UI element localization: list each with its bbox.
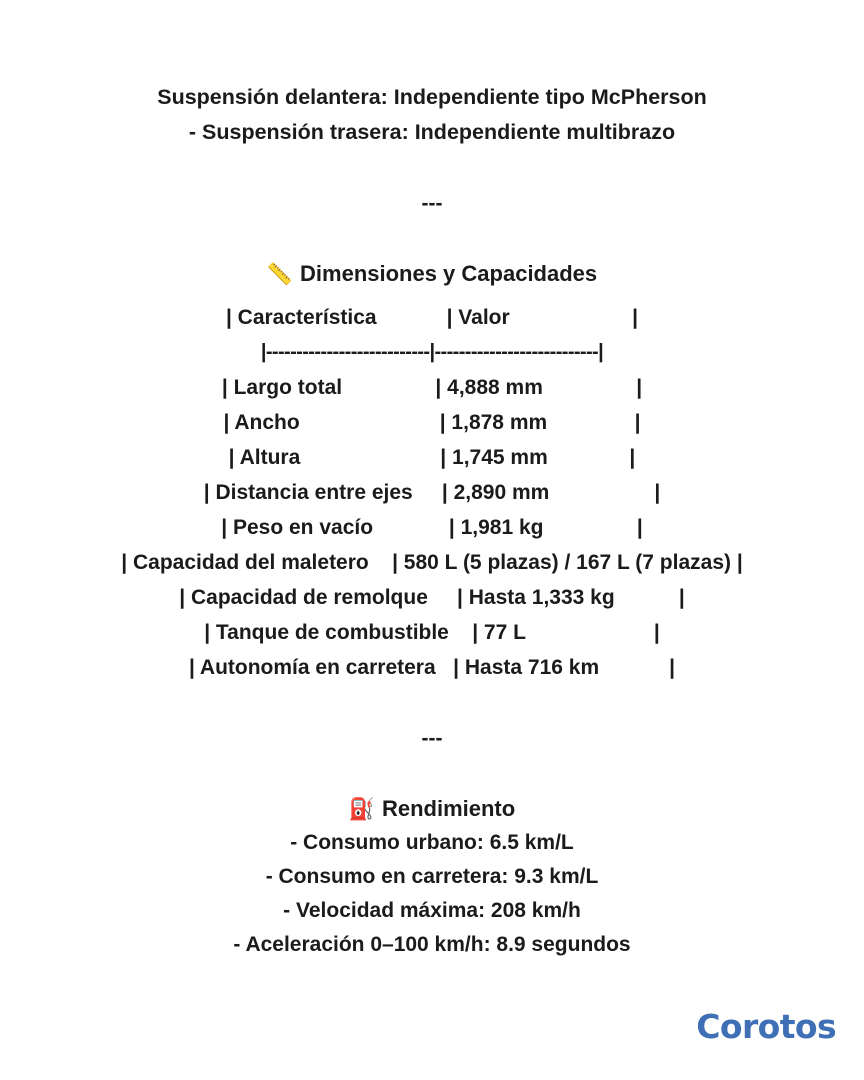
table-header-row: | Característica | Valor | — [225, 306, 639, 329]
table-row: | Tanque de combustible | 77 L | — [204, 621, 660, 644]
table-row: | Altura | 1,745 mm | — [228, 446, 636, 469]
fuel-pump-icon: ⛽ — [348, 797, 375, 821]
performance-item: - Aceleración 0–100 km/h: 8.9 segundos — [233, 933, 631, 956]
table-row: | Peso en vacío | 1,981 kg | — [221, 516, 643, 539]
ruler-icon: 📏 — [266, 262, 294, 286]
table-row: | Capacidad de remolque | Hasta 1,333 kg | — [179, 586, 685, 609]
table-row: | Largo total | 4,888 mm | — [221, 376, 643, 399]
performance-title-text: Rendimiento — [381, 796, 516, 821]
separator-one: --- — [421, 192, 443, 215]
table-row: | Distancia entre ejes | 2,890 mm | — [203, 481, 661, 504]
performance-item: - Consumo en carretera: 9.3 km/L — [265, 865, 599, 888]
table-row: | Capacidad del maletero | 580 L (5 plazas) / 167 L (7 plazas) | — [121, 551, 743, 574]
performance-list — [233, 826, 630, 962]
suspension-rear-line: - Suspensión trasera: Independiente multibrazo — [188, 120, 676, 144]
dimensions-table — [121, 300, 742, 685]
performance-item: - Consumo urbano: 6.5 km/L — [290, 831, 574, 854]
performance-item: - Velocidad máxima: 208 km/h — [283, 899, 581, 922]
suspension-front-line: Suspensión delantera: Independiente tipo McPherson — [157, 85, 707, 109]
table-divider-row: |---------------------------|---------------------------| — [260, 341, 604, 363]
table-row: | Autonomía en carretera | Hasta 716 km | — [188, 656, 676, 679]
performance-section-title — [349, 792, 515, 826]
corotos-watermark: Corotos — [696, 1007, 836, 1046]
dimensions-section-title — [267, 257, 597, 291]
table-row: | Ancho | 1,878 mm | — [223, 411, 641, 434]
separator-two: --- — [421, 727, 443, 750]
dimensions-title-text: Dimensiones y Capacidades — [300, 261, 598, 286]
